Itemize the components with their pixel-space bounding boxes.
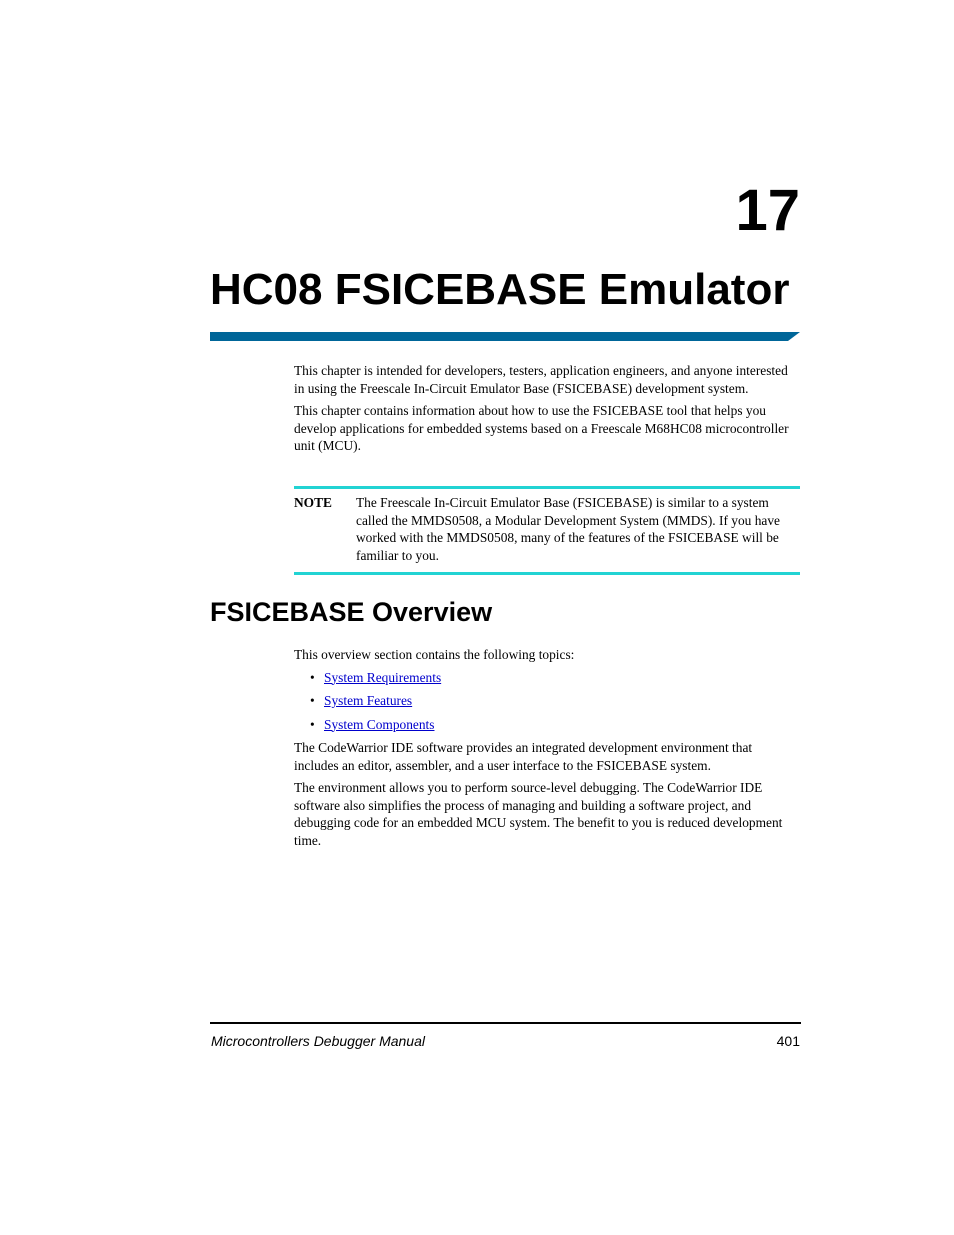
topic-link-system-features[interactable]: System Features: [324, 693, 413, 708]
note-label: NOTE: [294, 495, 332, 510]
note-box: [294, 486, 800, 575]
chapter-title: HC08 FSICEBASE Emulator: [210, 265, 790, 314]
intro-paragraph: This chapter is intended for developers, testers, application engineers, and anyone interested in using the Freescale In-Circuit Emulator Base (FSICEBASE) development system.: [294, 363, 788, 396]
note-text: The Freescale In-Circuit Emulator Base (FSICEBASE) is similar to a system called the MMDS0508, a Modular Development System (MMDS). If you have worked with the MMDS0508, many of the features of the FSICEBASE will be familiar to you.: [356, 495, 780, 563]
list-item: [310, 716, 800, 734]
overview-paragraph: The environment allows you to perform source-level debugging. The CodeWarrior IDE software also simplifies the process of managing and building a software project, and debugging code for an embedded MCU system. The benefit to you is reduced development time.: [294, 780, 783, 848]
overview-lead: This overview section contains the following topics:: [294, 647, 575, 662]
footer-rule: [210, 1022, 801, 1024]
footer-manual-title: Microcontrollers Debugger Manual: [211, 1033, 425, 1049]
topic-list: [294, 669, 800, 734]
title-bar: [210, 332, 800, 341]
intro-paragraph: This chapter contains information about how to use the FSICEBASE tool that helps you develop applications for embedded systems based on a Freescale M68HC08 microcontroller unit (MCU).: [294, 403, 789, 453]
topic-link-system-requirements[interactable]: System Requirements: [324, 669, 442, 685]
overview-paragraph: The CodeWarrior IDE software provides an integrated development environment that includes an editor, assembler, and a user interface to the FSICEBASE system.: [294, 740, 753, 773]
topic-link-system-components[interactable]: System Components: [324, 716, 435, 732]
section-heading: FSICEBASE Overview: [210, 597, 493, 627]
chapter-number: 17: [735, 178, 800, 243]
intro-section: [294, 362, 800, 460]
list-item: [310, 692, 800, 710]
list-item: [310, 669, 800, 687]
overview-section: [294, 646, 800, 854]
footer-page-number: 401: [776, 1033, 800, 1049]
